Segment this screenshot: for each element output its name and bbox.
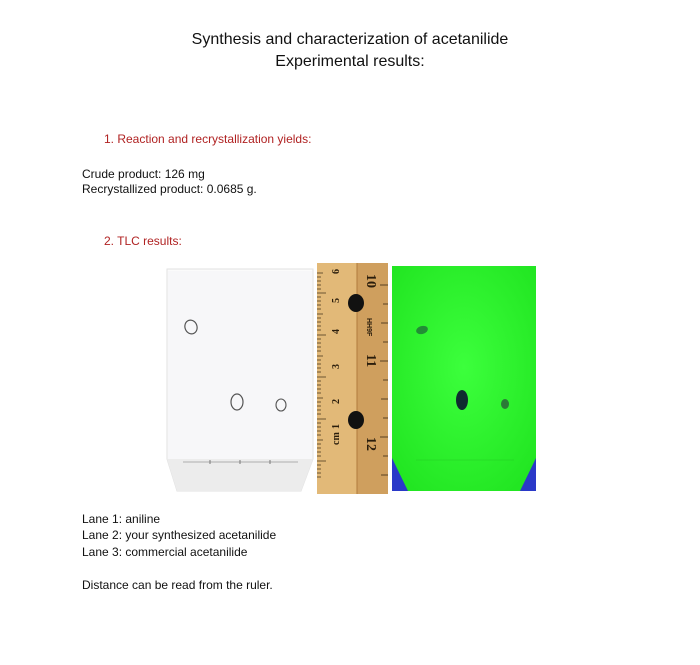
section-heading-tlc: 2. TLC results:: [104, 234, 182, 248]
tlc-uv-plate: [392, 266, 536, 491]
section-heading-yields: 1. Reaction and recrystallization yields:: [104, 132, 312, 146]
ruler-hole-bottom: [348, 411, 364, 429]
crude-product-text: Crude product: 126 mg: [82, 167, 205, 181]
ruler-brand: HH9F: [365, 318, 372, 337]
ruler-inch-10: 10: [363, 274, 378, 288]
ruler-cm-4: 4: [331, 329, 342, 334]
ruler-cm-6: 6: [331, 269, 342, 274]
title-line-2: Experimental results:: [275, 53, 425, 70]
ruler-note-text: Distance can be read from the ruler.: [82, 578, 273, 592]
title-line-1: Synthesis and characterization of acetanilide: [191, 31, 509, 48]
ruler-cm-1: 1: [331, 424, 342, 429]
ruler-cm-5: 5: [331, 298, 342, 303]
ruler-cm-2: 2: [331, 399, 342, 404]
recrystallized-product-text: Recrystallized product: 0.0685 g.: [82, 182, 257, 196]
ruler-inch-11: 11: [363, 354, 378, 368]
ruler-cm-label: cm: [331, 432, 342, 445]
ruler-hole-top: [348, 294, 364, 312]
lane-1-text: Lane 1: aniline: [82, 512, 161, 526]
ruler-inch-12: 12: [363, 437, 378, 451]
ruler: [317, 263, 388, 494]
ruler-cm-3: 3: [331, 364, 342, 369]
lane-3-text: Lane 3: commercial acetanilide: [82, 545, 248, 559]
uv-spot-lane3: [501, 399, 509, 409]
uv-spot-lane2: [456, 390, 468, 410]
lane-2-text: Lane 2: your synthesized acetanilide: [82, 528, 277, 542]
